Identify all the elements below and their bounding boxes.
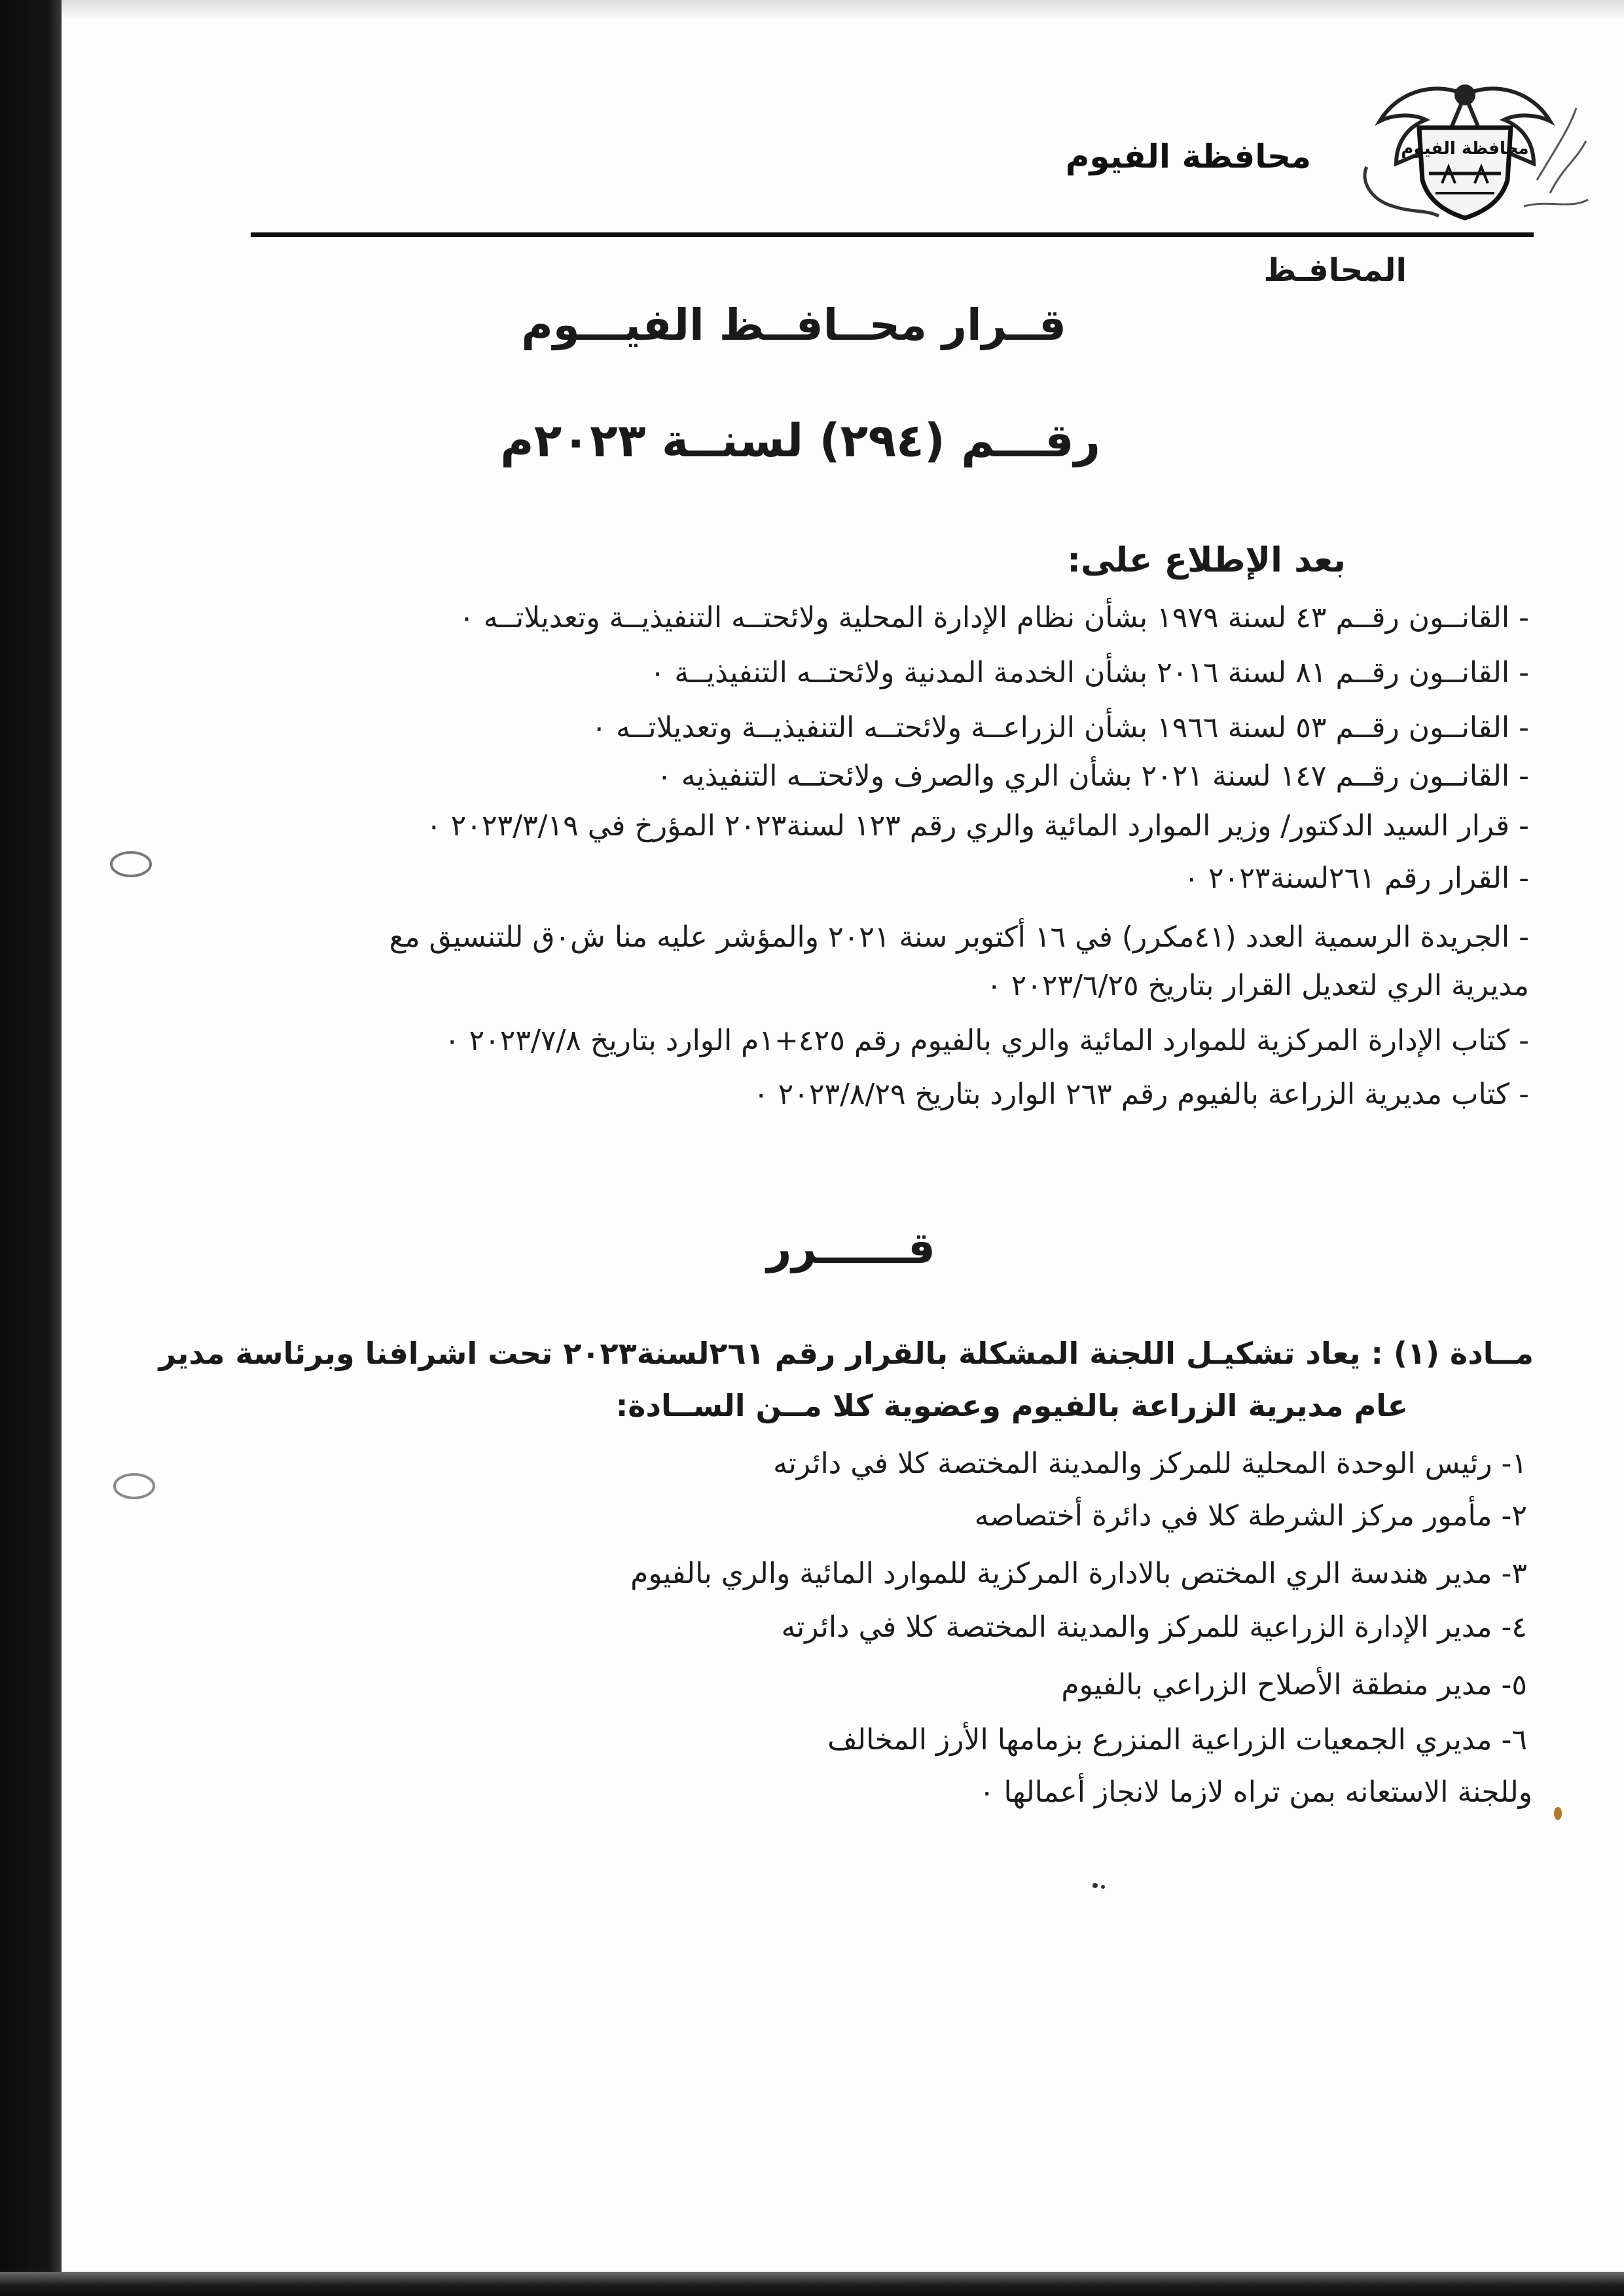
preamble-item: - كتاب مديرية الزراعة بالفيوم رقم ٢٦٣ الوارد بتاريخ ٢٠٢٣/٨/٢٩ ٠ [753, 1078, 1529, 1111]
committee-member: ٦- مديري الجمعيات الزراعية المنزرع بزمامها الأرز المخالف [827, 1723, 1527, 1757]
scan-bottom-border [0, 2272, 1624, 2296]
decree-title: قــرار محــافــظ الفيـــوم [521, 300, 1066, 350]
preamble-item: - القرار رقم ٢٦١لسنة٢٠٢٣ ٠ [1183, 862, 1529, 895]
committee-member: ٣- مدير هندسة الري المختص بالادارة المركزية للموارد المائية والري بالفيوم [630, 1557, 1527, 1590]
article-1-line-1: مــادة (١) : يعاد تشكيـل اللجنة المشكلة بالقرار رقم ٢٦١لسنة٢٠٢٣ تحت اشرافنا وبرئاسة مدير [158, 1336, 1534, 1371]
preamble-heading: بعد الإطلاع على: [1067, 541, 1346, 580]
scan-top-shadow [62, 0, 1624, 20]
decree-number: رقـــم (٢٩٤) لسنــة ٢٠٢٣م [500, 414, 1100, 467]
committee-member: ٥- مدير منطقة الأصلاح الزراعي بالفيوم [1061, 1668, 1527, 1702]
preamble-item: - قرار السيد الدكتور/ وزير الموارد المائية والري رقم ١٢٣ لسنة٢٠٢٣ المؤرخ في ٢٠٢٣/٣/١٩ ٠ [426, 809, 1529, 843]
preamble-item-continuation: مديرية الري لتعديل القرار بتاريخ ٢٠٢٣/٦/٢٥ ٠ [986, 969, 1529, 1002]
governorate-emblem-icon [1341, 69, 1589, 246]
committee-member: ١- رئيس الوحدة المحلية للمركز والمدينة المختصة كلا في دائرته [773, 1447, 1527, 1480]
preamble-item: - الجريدة الرسمية العدد (٤١مكرر) في ١٦ أكتوبر سنة ٢٠٢١ والمؤشر عليه منا ش٠ق للتنسيق مع [389, 920, 1529, 954]
governor-title: المحافـظ [1263, 252, 1407, 289]
article-1-line-2: عام مديرية الزراعة بالفيوم وعضوية كلا مــن الســادة: [615, 1388, 1408, 1423]
committee-member: ٤- مدير الإدارة الزراعية للمركز والمدينة المختصة كلا في دائرته [781, 1611, 1527, 1644]
preamble-item: - القانــون رقــم ١٤٧ لسنة ٢٠٢١ بشأن الري والصرف ولائحتــه التنفيذيه ٠ [657, 759, 1529, 793]
preamble-item: - القانــون رقــم ٨١ لسنة ٢٠١٦ بشأن الخدمة المدنية ولائحتــه التنفيذيــة ٠ [649, 656, 1529, 689]
header-divider [251, 232, 1534, 237]
committee-member: ٢- مأمور مركز الشرطة كلا في دائرة أختصاصه [974, 1499, 1527, 1533]
preamble-item: - القانــون رقــم ٤٣ لسنة ١٩٧٩ بشأن نظام الإدارة المحلية ولائحتــه التنفيذيــة وتعديلاتــه ٠ [459, 601, 1529, 634]
preamble-item: - كتاب الإدارة المركزية للموارد المائية والري بالفيوم رقم ٤٢٥+١م الوارد بتاريخ ٢٠٢٣/٧/٨ ٠ [444, 1024, 1529, 1057]
preamble-item: - القانــون رقــم ٥٣ لسنة ١٩٦٦ بشأن الزراعــة ولائحتــه التنفيذيــة وتعديلاتــه ٠ [591, 711, 1529, 744]
emblem-inscription: محافظة الفيوم [1401, 139, 1529, 158]
closing-line: وللجنة الاستعانه بمن تراه لازما لانجاز أعمالها ٠ [979, 1776, 1532, 1809]
scan-speck [1551, 1804, 1564, 1823]
governorate-name: محافظة الفيوم [1065, 137, 1311, 175]
scan-speck [108, 1467, 160, 1506]
decision-heading: قــــــرر [767, 1223, 935, 1273]
scan-speck [105, 845, 157, 884]
scan-left-border [0, 0, 62, 2296]
scan-speck [1090, 1879, 1110, 1892]
